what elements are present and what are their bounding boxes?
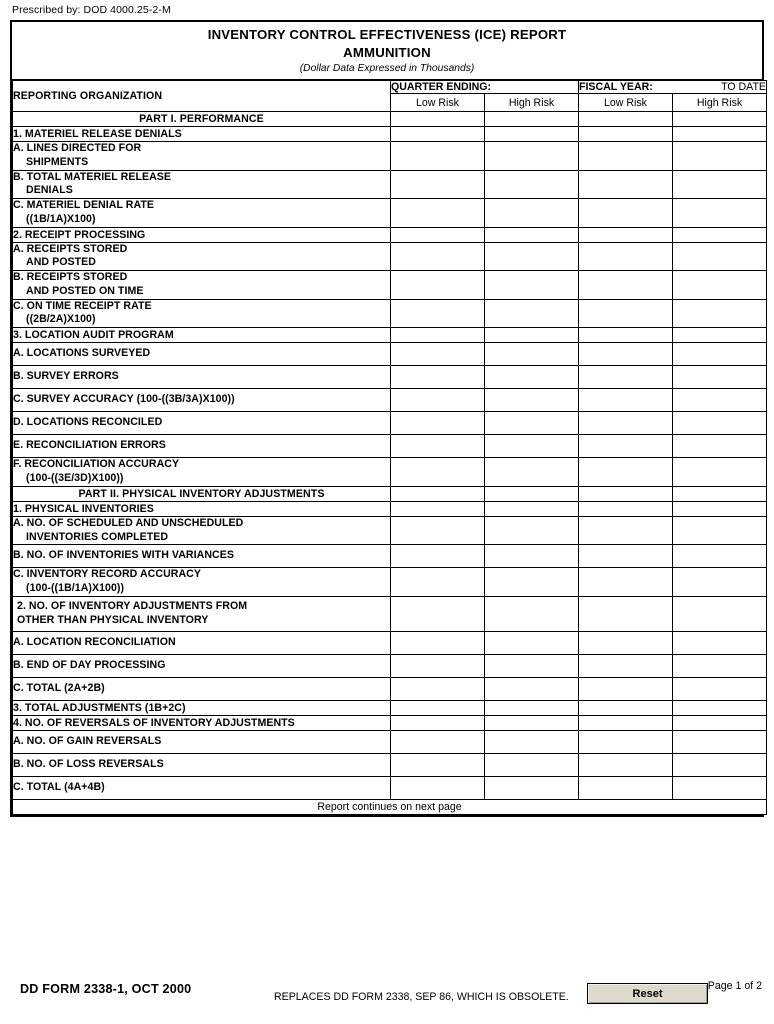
row-label-p2-3: 3. TOTAL ADJUSTMENTS (1B+2C): [13, 700, 391, 715]
cell-p1-2c-fy-high-risk[interactable]: [673, 299, 767, 328]
cell-p2-4-fy-high-risk: [673, 715, 767, 730]
cell-p1-3e-fy-high-risk[interactable]: [673, 435, 767, 458]
row-label-p2-1a: A. NO. OF SCHEDULED AND UNSCHEDULED INVENTORIES COMPLETED: [13, 516, 391, 545]
cell-p1-2b-q-high-risk[interactable]: [485, 271, 579, 300]
table-row: [13, 631, 767, 654]
table-row: [13, 366, 767, 389]
form-title-note: (Dollar Data Expressed in Thousands): [299, 62, 475, 74]
cell-p2-4-q-high-risk: [485, 715, 579, 730]
report-continues-row: [13, 799, 767, 814]
part2-banner-shade-2: [485, 486, 579, 501]
row-label-p1-3c: C. SURVEY ACCURACY (100-((3B/3A)X100)): [13, 389, 391, 412]
cell-p2-4b-fy-high-risk[interactable]: [673, 753, 767, 776]
row-label-p2-4a: A. NO. OF GAIN REVERSALS: [13, 730, 391, 753]
cell-p1-3f-fy-high-risk[interactable]: [673, 458, 767, 487]
table-row: [13, 412, 767, 435]
cell-p2-1a-q-low-risk[interactable]: [391, 516, 485, 545]
cell-p2-3-q-low-risk[interactable]: [391, 700, 485, 715]
table-row: [13, 271, 767, 300]
row-label-p1-2: 2. RECEIPT PROCESSING: [13, 227, 391, 242]
cell-p1-3d-fy-high-risk[interactable]: [673, 412, 767, 435]
form-frame: [10, 20, 764, 817]
row-label-p2-2c: C. TOTAL (2A+2B): [13, 677, 391, 700]
cell-p2-4c-fy-low-risk[interactable]: [579, 776, 673, 799]
cell-p2-2-fy-low-risk: [579, 596, 673, 631]
cell-p1-3f-q-low-risk[interactable]: [391, 458, 485, 487]
cell-p1-1-q-high-risk: [485, 127, 579, 142]
row-label-p1-3f: F. RECONCILIATION ACCURACY (100-((3E/3D)X100)): [13, 458, 391, 487]
cell-p2-2b-fy-low-risk[interactable]: [579, 654, 673, 677]
cell-p1-2a-fy-high-risk[interactable]: [673, 242, 767, 271]
cell-p1-1-fy-high-risk: [673, 127, 767, 142]
cell-p2-4b-q-high-risk[interactable]: [485, 753, 579, 776]
table-row: [13, 343, 767, 366]
page-number: Page 1 of 2: [707, 980, 762, 992]
row-label-p1-3d: D. LOCATIONS RECONCILED: [13, 412, 391, 435]
table-row: [13, 516, 767, 545]
table-row: [13, 299, 767, 328]
table-row: [13, 776, 767, 799]
part1-banner-label: PART I. PERFORMANCE: [13, 112, 391, 127]
cell-p2-3-fy-high-risk[interactable]: [673, 700, 767, 715]
cell-p1-3a-q-low-risk[interactable]: [391, 343, 485, 366]
row-label-p1-1: 1. MATERIEL RELEASE DENIALS: [13, 127, 391, 142]
row-label-p2-2: 2. NO. OF INVENTORY ADJUSTMENTS FROM OTHER THAN PHYSICAL INVENTORY: [13, 596, 391, 631]
cell-p2-1b-q-high-risk[interactable]: [485, 545, 579, 568]
part2-banner-label: PART II. PHYSICAL INVENTORY ADJUSTMENTS: [13, 486, 391, 501]
cell-p1-3a-fy-high-risk[interactable]: [673, 343, 767, 366]
cell-p1-2a-fy-low-risk[interactable]: [579, 242, 673, 271]
table-row: [13, 389, 767, 412]
part1-banner-shade-4: [673, 112, 767, 127]
part1-banner-shade-3: [579, 112, 673, 127]
cell-p2-2c-fy-high-risk[interactable]: [673, 677, 767, 700]
cell-p1-2b-q-low-risk[interactable]: [391, 271, 485, 300]
form-title-line2: AMMUNITION: [343, 44, 431, 60]
cell-p2-2b-q-low-risk[interactable]: [391, 654, 485, 677]
cell-p1-3e-q-high-risk[interactable]: [485, 435, 579, 458]
table-row: [13, 501, 767, 516]
cell-p1-3f-fy-low-risk[interactable]: [579, 458, 673, 487]
cell-p1-1-q-low-risk: [391, 127, 485, 142]
cell-p1-2-q-high-risk: [485, 227, 579, 242]
cell-p2-2a-q-high-risk[interactable]: [485, 631, 579, 654]
cell-p2-3-q-high-risk[interactable]: [485, 700, 579, 715]
cell-p2-1a-fy-low-risk[interactable]: [579, 516, 673, 545]
cell-p1-3-fy-high-risk: [673, 328, 767, 343]
fiscal-year-label: FISCAL YEAR:: [579, 81, 653, 94]
table-row: [13, 730, 767, 753]
report-continues-label: Report continues on next page: [13, 799, 767, 814]
part2-banner-shade-1: [391, 486, 485, 501]
cell-p1-2b-fy-low-risk[interactable]: [579, 271, 673, 300]
cell-p2-2c-fy-low-risk[interactable]: [579, 677, 673, 700]
cell-p1-3b-q-high-risk[interactable]: [485, 366, 579, 389]
cell-p2-1b-fy-high-risk[interactable]: [673, 545, 767, 568]
cell-p2-1c-q-high-risk[interactable]: [485, 568, 579, 597]
table-row: [13, 227, 767, 242]
cell-p1-2a-q-low-risk[interactable]: [391, 242, 485, 271]
cell-p1-1a-fy-low-risk[interactable]: [579, 142, 673, 171]
quarter-ending-cell[interactable]: [391, 81, 579, 94]
table-row: [13, 715, 767, 730]
table-row: [13, 242, 767, 271]
to-date-label: TO DATE: [721, 81, 766, 94]
row-label-p1-2c: C. ON TIME RECEIPT RATE ((2B/2A)X100): [13, 299, 391, 328]
cell-p2-4b-fy-low-risk[interactable]: [579, 753, 673, 776]
cell-p1-1a-fy-high-risk[interactable]: [673, 142, 767, 171]
cell-p1-2b-fy-high-risk[interactable]: [673, 271, 767, 300]
cell-p1-1-fy-low-risk: [579, 127, 673, 142]
row-label-p2-1c: C. INVENTORY RECORD ACCURACY (100-((1B/1A)X100)): [13, 568, 391, 597]
cell-p1-1b-fy-high-risk[interactable]: [673, 170, 767, 199]
cell-p1-3c-q-high-risk[interactable]: [485, 389, 579, 412]
fiscal-year-cell[interactable]: [579, 81, 767, 94]
cell-p2-1-fy-low-risk: [579, 501, 673, 516]
cell-p2-4c-fy-high-risk[interactable]: [673, 776, 767, 799]
title-block: [12, 22, 762, 80]
cell-p1-2-fy-low-risk: [579, 227, 673, 242]
cell-p2-4c-q-high-risk[interactable]: [485, 776, 579, 799]
cell-p1-2-q-low-risk: [391, 227, 485, 242]
part2-banner-row: [13, 486, 767, 501]
reporting-organization-cell[interactable]: REPORTING ORGANIZATION: [13, 81, 391, 112]
row-label-p2-2b: B. END OF DAY PROCESSING: [13, 654, 391, 677]
cell-p2-2c-q-low-risk[interactable]: [391, 677, 485, 700]
cell-p2-1c-fy-high-risk[interactable]: [673, 568, 767, 597]
cell-p1-2c-q-high-risk[interactable]: [485, 299, 579, 328]
cell-p2-4a-q-low-risk[interactable]: [391, 730, 485, 753]
row-label-p2-1: 1. PHYSICAL INVENTORIES: [13, 501, 391, 516]
table-row: [13, 142, 767, 171]
column-header-q-low-risk: Low Risk: [391, 94, 485, 112]
column-header-fy-low-risk: Low Risk: [579, 94, 673, 112]
row-label-p1-2a: A. RECEIPTS STORED AND POSTED: [13, 242, 391, 271]
part2-banner-shade-3: [579, 486, 673, 501]
row-label-p1-1a: A. LINES DIRECTED FOR SHIPMENTS: [13, 142, 391, 171]
row-label-p2-2a: A. LOCATION RECONCILIATION: [13, 631, 391, 654]
cell-p1-3b-fy-high-risk[interactable]: [673, 366, 767, 389]
cell-p1-3a-q-high-risk[interactable]: [485, 343, 579, 366]
table-row: [13, 677, 767, 700]
cell-p1-1c-q-low-risk[interactable]: [391, 199, 485, 228]
cell-p1-3-q-low-risk: [391, 328, 485, 343]
cell-p2-2c-q-high-risk[interactable]: [485, 677, 579, 700]
row-label-p2-4: 4. NO. OF REVERSALS OF INVENTORY ADJUSTMENTS: [13, 715, 391, 730]
table-row: [13, 127, 767, 142]
table-row: [13, 199, 767, 228]
cell-p2-2a-q-low-risk[interactable]: [391, 631, 485, 654]
quarter-ending-label: QUARTER ENDING:: [391, 81, 492, 94]
column-header-fy-high-risk: High Risk: [673, 94, 767, 112]
cell-p1-3e-fy-low-risk[interactable]: [579, 435, 673, 458]
cell-p2-2-q-high-risk: [485, 596, 579, 631]
column-header-q-high-risk: High Risk: [485, 94, 579, 112]
cell-p2-2-fy-high-risk: [673, 596, 767, 631]
row-label-p1-1c: C. MATERIEL DENIAL RATE ((1B/1A)X100): [13, 199, 391, 228]
cell-p2-4c-q-low-risk[interactable]: [391, 776, 485, 799]
cell-p2-4a-q-high-risk[interactable]: [485, 730, 579, 753]
cell-p1-2a-q-high-risk[interactable]: [485, 242, 579, 271]
cell-p1-3c-q-low-risk[interactable]: [391, 389, 485, 412]
cell-p1-2c-q-low-risk[interactable]: [391, 299, 485, 328]
cell-p1-3d-q-low-risk[interactable]: [391, 412, 485, 435]
part1-banner-shade-2: [485, 112, 579, 127]
cell-p1-2-fy-high-risk: [673, 227, 767, 242]
cell-p1-1b-q-low-risk[interactable]: [391, 170, 485, 199]
table-row: [13, 753, 767, 776]
cell-p1-3c-fy-high-risk[interactable]: [673, 389, 767, 412]
cell-p1-1c-fy-high-risk[interactable]: [673, 199, 767, 228]
cell-p2-2-q-low-risk: [391, 596, 485, 631]
row-label-p1-3: 3. LOCATION AUDIT PROGRAM: [13, 328, 391, 343]
cell-p2-2a-fy-low-risk[interactable]: [579, 631, 673, 654]
cell-p2-1a-q-high-risk[interactable]: [485, 516, 579, 545]
cell-p2-2a-fy-high-risk[interactable]: [673, 631, 767, 654]
part1-banner-shade-1: [391, 112, 485, 127]
part2-banner-shade-4: [673, 486, 767, 501]
row-label-p1-3b: B. SURVEY ERRORS: [13, 366, 391, 389]
table-row: [13, 596, 767, 631]
row-label-p1-2b: B. RECEIPTS STORED AND POSTED ON TIME: [13, 271, 391, 300]
reset-button[interactable]: Reset: [587, 983, 708, 1004]
form-title-line1: INVENTORY CONTROL EFFECTIVENESS (ICE) REPORT: [207, 27, 567, 42]
cell-p2-1c-q-low-risk[interactable]: [391, 568, 485, 597]
cell-p2-2b-fy-high-risk[interactable]: [673, 654, 767, 677]
form-footer: [10, 980, 764, 1020]
cell-p2-4a-fy-low-risk[interactable]: [579, 730, 673, 753]
prescribed-by-line: Prescribed by: DOD 4000.25-2-M: [12, 4, 171, 16]
cell-p1-3a-fy-low-risk[interactable]: [579, 343, 673, 366]
cell-p1-3d-q-high-risk[interactable]: [485, 412, 579, 435]
cell-p1-1a-q-low-risk[interactable]: [391, 142, 485, 171]
form-id-label: DD FORM 2338-1, OCT 2000: [20, 982, 192, 996]
cell-p1-3-fy-low-risk: [579, 328, 673, 343]
table-row: [13, 545, 767, 568]
cell-p2-2b-q-high-risk[interactable]: [485, 654, 579, 677]
cell-p2-4-q-low-risk: [391, 715, 485, 730]
cell-p2-3-fy-low-risk[interactable]: [579, 700, 673, 715]
cell-p2-1-q-low-risk: [391, 501, 485, 516]
cell-p2-1-q-high-risk: [485, 501, 579, 516]
part1-banner-row: [13, 112, 767, 127]
cell-p2-1-fy-high-risk: [673, 501, 767, 516]
cell-p2-4a-fy-high-risk[interactable]: [673, 730, 767, 753]
cell-p1-2c-fy-low-risk[interactable]: [579, 299, 673, 328]
cell-p1-3-q-high-risk: [485, 328, 579, 343]
replaces-note: REPLACES DD FORM 2338, SEP 86, WHICH IS OBSOLETE.: [274, 991, 569, 1003]
cell-p2-1a-fy-high-risk[interactable]: [673, 516, 767, 545]
cell-p1-3b-q-low-risk[interactable]: [391, 366, 485, 389]
table-row: [13, 700, 767, 715]
cell-p2-4b-q-low-risk[interactable]: [391, 753, 485, 776]
cell-p1-3f-q-high-risk[interactable]: [485, 458, 579, 487]
cell-p1-3d-fy-low-risk[interactable]: [579, 412, 673, 435]
cell-p1-1a-q-high-risk[interactable]: [485, 142, 579, 171]
cell-p2-4-fy-low-risk: [579, 715, 673, 730]
cell-p1-1b-fy-low-risk[interactable]: [579, 170, 673, 199]
cell-p1-1c-fy-low-risk[interactable]: [579, 199, 673, 228]
row-label-p2-4c: C. TOTAL (4A+4B): [13, 776, 391, 799]
cell-p2-1b-fy-low-risk[interactable]: [579, 545, 673, 568]
row-label-p1-3a: A. LOCATIONS SURVEYED: [13, 343, 391, 366]
cell-p1-3c-fy-low-risk[interactable]: [579, 389, 673, 412]
row-label-p1-1b: B. TOTAL MATERIEL RELEASE DENIALS: [13, 170, 391, 199]
table-row: [13, 435, 767, 458]
form-table: [12, 80, 767, 815]
cell-p2-1c-fy-low-risk[interactable]: [579, 568, 673, 597]
table-row: [13, 568, 767, 597]
row-label-p1-3e: E. RECONCILIATION ERRORS: [13, 435, 391, 458]
table-row: [13, 458, 767, 487]
cell-p2-1b-q-low-risk[interactable]: [391, 545, 485, 568]
cell-p1-1b-q-high-risk[interactable]: [485, 170, 579, 199]
table-header-row-1: [13, 81, 767, 94]
table-row: [13, 654, 767, 677]
cell-p1-1c-q-high-risk[interactable]: [485, 199, 579, 228]
table-row: [13, 170, 767, 199]
table-row: [13, 328, 767, 343]
cell-p1-3b-fy-low-risk[interactable]: [579, 366, 673, 389]
row-label-p2-4b: B. NO. OF LOSS REVERSALS: [13, 753, 391, 776]
cell-p1-3e-q-low-risk[interactable]: [391, 435, 485, 458]
row-label-p2-1b: B. NO. OF INVENTORIES WITH VARIANCES: [13, 545, 391, 568]
